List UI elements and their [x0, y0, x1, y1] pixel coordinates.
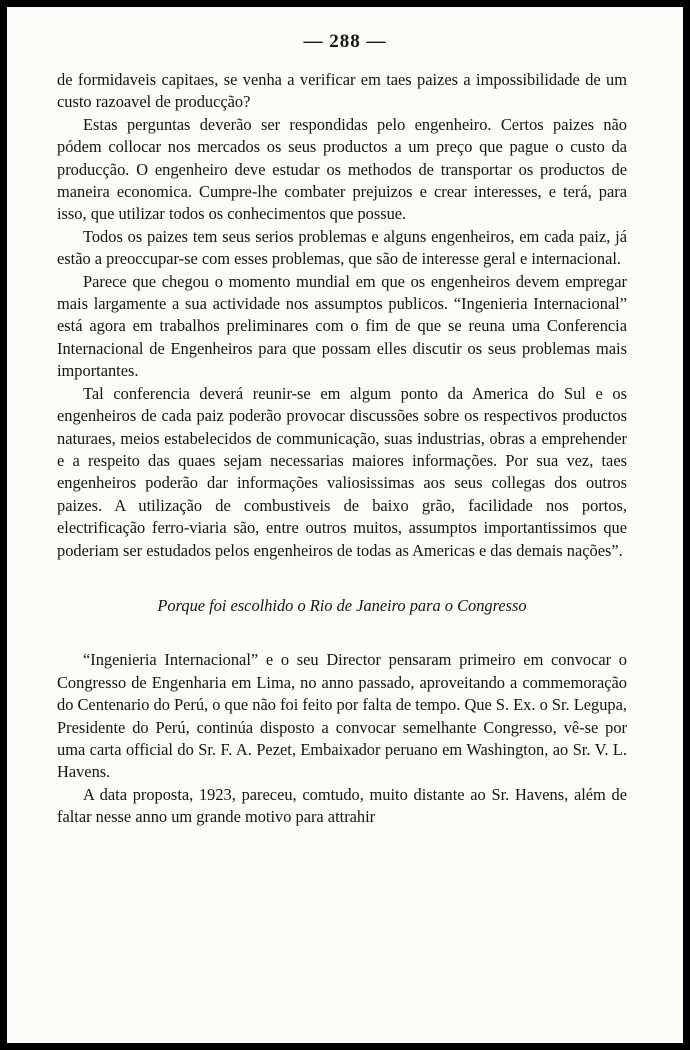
paragraph: A data proposta, 1923, pareceu, comtudo, muito distante ao Sr. Havens, além de faltar nesse anno um grande motivo para attrahir: [57, 784, 627, 827]
document-page: [7, 7, 683, 1043]
body-text: [57, 69, 627, 829]
paragraph: Todos os paizes tem seus serios problemas e alguns engenheiros, em cada paiz, já estão a preoccupar-se com esses problemas, que são de interesse geral e internacional.: [57, 226, 627, 269]
paragraph: Estas perguntas deverão ser respondidas pelo engenheiro. Certos paizes não pódem collocar nos mercados os seus productos a um preço que pague o custo da producção. O engenheiro deve estudar os methodos de transportar os productos de maneira economica. Cumpre-lhe combater prejuizos e crear interesses, e terá, para isso, que utilizar todos os conhecimentos que possue.: [57, 114, 627, 224]
paragraph: Tal conferencia deverá reunir-se em algum ponto da America do Sul e os engenheiros de cada paiz poderão provocar discussões sobre os respectivos productos naturaes, meios estabelecidos de communicação, suas industrias, obras a emprehender e a respeito das quaes sejam necessarias maiores informações. Por sua vez, taes engenheiros poderão dar informações valiosissimas aos seus collegas dos outros paizes. A utilização de combustiveis de baixo grão, facilidade nos portos, electrificação ferro-viaria são, entre outros muitos, assumptos importantissimos que poderiam ser estudados pelos engenheiros de todas as Americas e das demais nações”.: [57, 383, 627, 560]
page-number: — 288 —: [303, 31, 387, 52]
paragraph: de formidaveis capitaes, se venha a verificar em taes paizes a impossibilidade de um custo razoavel de producção?: [57, 70, 627, 112]
section-heading: Porque foi escolhido o Rio de Janeiro para o Congresso: [157, 595, 527, 615]
paragraph: Parece que chegou o momento mundial em que os engenheiros devem empregar mais largamente a sua actividade nos assumptos publicos. “Ingenieria Internacional” está agora em trabalhos preliminares com o fim de que se reuna uma Conferencia Internacional de Engenheiros para que possam elles discutir os seus problemas mais importantes.: [57, 271, 627, 381]
paragraph: “Ingenieria Internacional” e o seu Director pensaram primeiro em convocar o Congresso de Engenharia em Lima, no anno passado, aproveitando a commemoração do Centenario do Perú, o que não foi feito por falta de tempo. Que S. Ex. o Sr. Legupa, Presidente do Perú, continúa disposto a convocar semelhante Congresso, vê-se por uma carta official do Sr. F. A. Pezet, Embaixador peruano em Washington, ao Sr. V. L. Havens.: [57, 650, 627, 782]
